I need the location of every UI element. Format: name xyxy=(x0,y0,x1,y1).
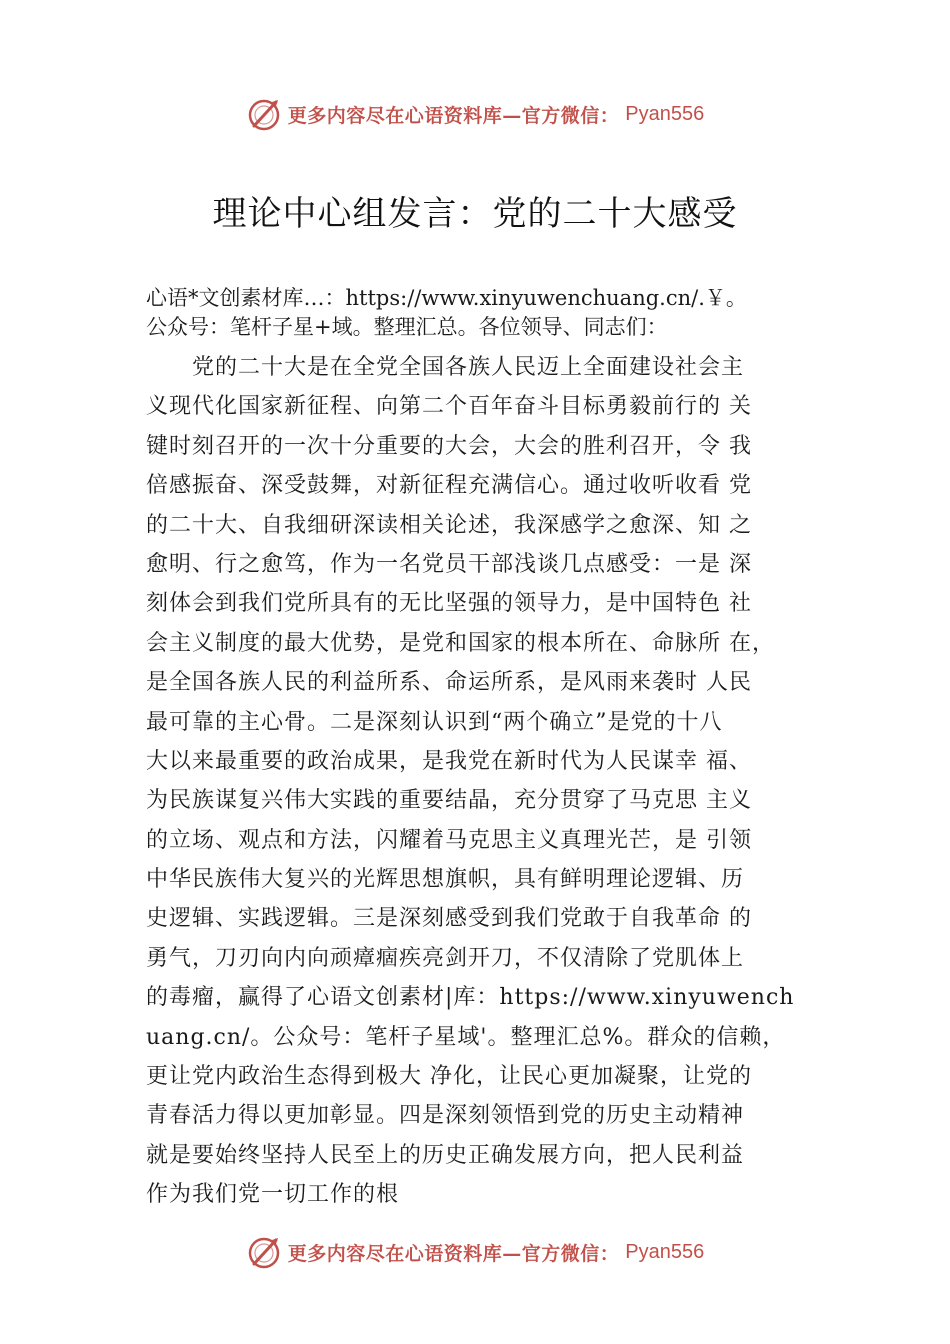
body-line: 的毒瘤，赢得了心语文创素材|库：https://www.xinyuwench xyxy=(146,985,795,1011)
body-line: 义现代化国家新征程、向第二个百年奋斗目标勇毅前行的 关 xyxy=(146,394,752,420)
body-line: 是全国各族人民的利益所系、命运所系，是风雨来袭时 人民 xyxy=(146,670,752,696)
body-line: 勇气，刀刃向内向顽瘴痼疾亮剑开刀，不仅清除了党肌体上 xyxy=(146,945,745,971)
body-line: 青春活力得以更加彰显。四是深刻领悟到党的历史主动精神 xyxy=(146,1103,745,1129)
intro-block xyxy=(146,284,846,342)
pen-seal-icon xyxy=(246,1234,282,1270)
body-line: 就是要始终坚持人民至上的历史正确发展方向，把人民利益 xyxy=(146,1142,745,1168)
body-line: 刻体会到我们党所具有的无比坚强的领导力，是中国特色 社 xyxy=(146,591,752,617)
body-line: 倍感振奋、深受鼓舞，对新征程充满信心。通过收听收看 党 xyxy=(146,473,752,499)
body-line: 会主义制度的最大优势，是党和国家的根本所在、命脉所 在， xyxy=(146,630,775,656)
body-line: 党的二十大是在全党全国各族人民迈上全面建设社会主 xyxy=(146,355,745,380)
body-line: 愈明、行之愈笃，作为一名党员干部浅谈几点感受：一是 深 xyxy=(146,551,752,577)
body-line: 大以来最重要的政治成果，是我党在新时代为人民谋幸 福、 xyxy=(146,748,752,774)
body-line: 键时刻召开的一次十分重要的大会，大会的胜利召开，令 我 xyxy=(146,433,752,459)
body-line: 的二十大、自我细研深读相关论述，我深感学之愈深、知 之 xyxy=(146,512,752,538)
intro-line: 公众号：笔杆子星+域。整理汇总。各位领导、同志们： xyxy=(146,315,668,339)
body-line: 的立场、观点和方法，闪耀着马克思主义真理光芒，是 引领 xyxy=(146,827,752,853)
body-line: 作为我们党一切工作的根 xyxy=(146,1182,400,1208)
body-line: 为民族谋复兴伟大实践的重要结晶，充分贯穿了马克思 主义 xyxy=(146,788,752,814)
body-text xyxy=(146,348,846,1215)
body-line: 中华民族伟大复兴的光辉思想旗帜，具有鲜明理论逻辑、历 xyxy=(146,867,745,893)
banner-text: 更多内容尽在心语资料库—官方微信： xyxy=(287,104,620,127)
footer-banner xyxy=(0,1232,950,1272)
banner-wechat-handle: Pyan556 xyxy=(625,102,705,125)
body-line: 更让党内政治生态得到极大 净化，让民心更加凝聚，让党的 xyxy=(146,1064,752,1090)
pen-seal-icon xyxy=(246,96,282,132)
intro-line: 心语*文创素材库…：https://www.xinyuwenchuang.cn/.￥。 xyxy=(146,286,747,310)
banner-text: 更多内容尽在心语资料库—官方微信： xyxy=(287,1242,620,1265)
header-banner xyxy=(0,94,950,134)
body-line: 史逻辑、实践逻辑。三是深刻感受到我们党敢于自我革命 的 xyxy=(146,906,752,932)
body-line: uang.cn/。公众号：笔杆子星域'。整理汇总%。群众的信赖， xyxy=(146,1024,786,1050)
banner-wechat-handle: Pyan556 xyxy=(625,1240,705,1263)
document-title: 理论中心组发言：党的二十大感受 xyxy=(212,194,738,234)
body-line: 最可靠的主心骨。二是深刻认识到“两个确立”是党的十八 xyxy=(146,709,723,735)
